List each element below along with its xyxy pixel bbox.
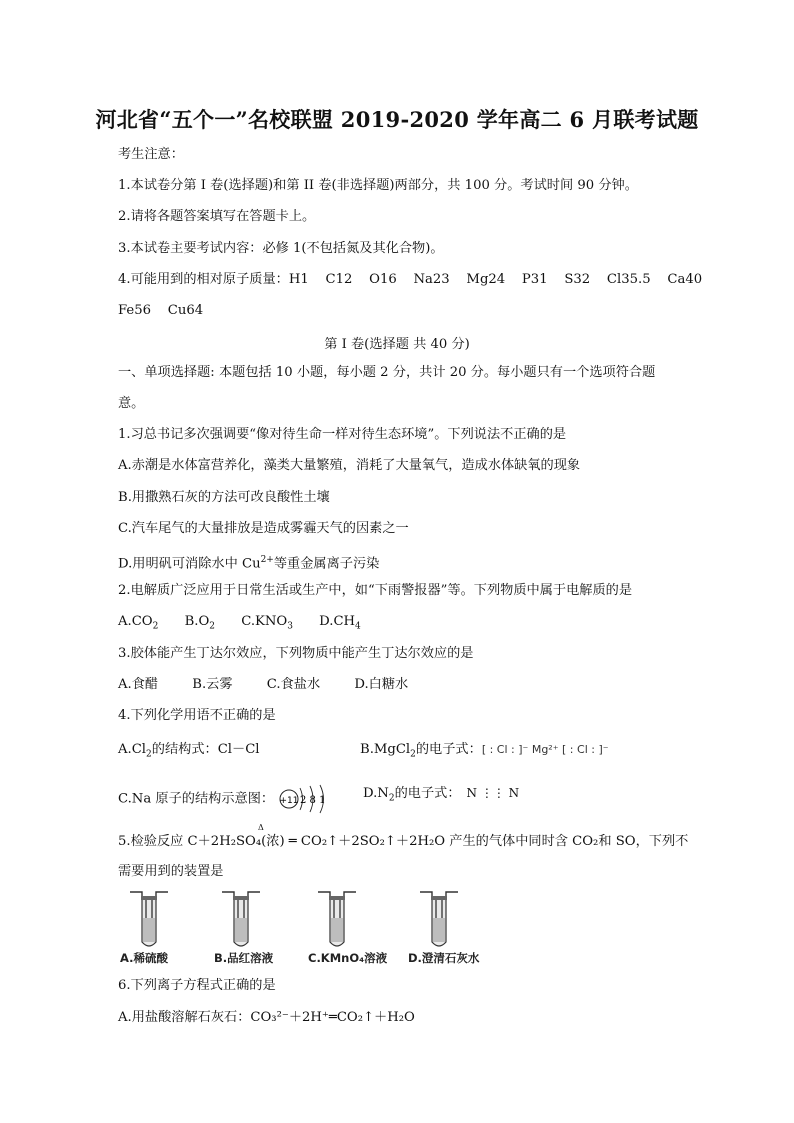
shell-electrons: 2 8 1 <box>300 795 326 806</box>
q3-option-a: A.食醋 <box>118 677 159 692</box>
q4-option-b: B.MgCl$_2$的电子式：[ : Cl : ]⁻ Mg²⁺ [ : Cl : ]⁻ <box>360 742 609 760</box>
part1-intro-cont: 意。 <box>118 396 145 411</box>
part1-intro: 一、单项选择题: 本题包括 10 小题，每小题 2 分，共计 20 分。每小题只有一个选项符合题 <box>118 365 656 380</box>
q4-option-d: $D.N_2$的电子式： N ⋮⋮ N <box>363 786 520 804</box>
notice-item-3: 3.本试卷主要考试内容：必修 1(不包括氮及其化合物)。 <box>118 241 444 256</box>
q5-stem: 5.检验反应 C＋2H₂SO₄(浓) ═ CO₂↑＋2SO₂↑＋2H₂O 产生的气体中同时含 CO₂和 SO，下列不 <box>118 834 689 849</box>
q3-option-b: B.云雾 <box>192 677 233 692</box>
q1-stem: 1.习总书记多次强调要“像对待生命一样对待生态环境”。下列说法不正确的是 <box>118 427 567 442</box>
q6-option-a: A.用盐酸溶解石灰石：CO₃²⁻＋2H⁺═CO₂↑＋H₂O <box>118 1010 415 1025</box>
q2-stem: 2.电解质广泛应用于日常生活或生产中，如“下雨警报器”等。下列物质中属于电解质的是 <box>118 583 632 598</box>
notice-heading: 考生注意： <box>118 147 184 162</box>
q3-option-c: C.食盐水 <box>266 677 321 692</box>
gas-washing-bottles <box>118 888 498 950</box>
sodium-atom-diagram <box>278 784 338 814</box>
notice-item-4: 4.可能用到的相对原子质量：H1 C12 O16 Na23 Mg24 P31 S32 Cl35.5 Ca40 <box>118 272 703 287</box>
q1-option-c: C.汽车尾气的大量排放是造成雾霾天气的因素之一 <box>118 521 409 536</box>
bottle-a-label: A.稀硫酸 <box>120 951 168 965</box>
q4-stem: 4.下列化学用语不正确的是 <box>118 708 276 723</box>
page-title: 河北省“五个一”名校联盟 2019-2020 学年高二 6 月联考试题 <box>95 107 699 132</box>
bottle-b-label: B.品红溶液 <box>214 951 274 965</box>
heat-symbol: Δ <box>258 823 264 832</box>
section-1-title: 第 I 卷(选择题 共 40 分) <box>324 337 470 352</box>
q1-option-d: D.用明矾可消除水中 $Cu^{2+}$等重金属离子污染 <box>118 555 380 572</box>
q4-option-c: C.Na 原子的结构示意图： +11 2 8 1 <box>118 784 338 814</box>
q3-options <box>118 676 438 694</box>
q1-option-a: A.赤潮是水体富营养化，藻类大量繁殖，消耗了大量氧气，造成水体缺氧的现象 <box>118 458 581 473</box>
q2-option-c: $C.KNO_3$ <box>241 614 293 632</box>
n2-electron-formula: N ⋮⋮ N <box>466 786 520 800</box>
q2-option-d: $D.CH_4$ <box>319 614 361 632</box>
notice-item-4-cont: Fe56 Cu64 <box>118 303 204 318</box>
notice-item-2: 2.请将各题答案填写在答题卡上。 <box>118 209 316 224</box>
bottle-c <box>318 892 356 946</box>
q2-options <box>118 613 383 636</box>
q3-option-d: D.白糖水 <box>354 677 409 692</box>
nucleus-label: +11 <box>279 796 299 806</box>
bottle-d <box>420 892 458 946</box>
bottle-d-label: D.澄清石灰水 <box>408 951 480 965</box>
q1-option-b: B.用撒熟石灰的方法可改良酸性土壤 <box>118 490 330 505</box>
q4-option-a: $A.Cl_2$的结构式：Cl－Cl <box>118 742 260 760</box>
notice-item-1: 1.本试卷分第 I 卷(选择题)和第 II 卷(非选择题)两部分，共 100 分。考试时间 90 分钟。 <box>118 178 638 193</box>
bottle-c-label: C.KMnO₄溶液 <box>308 951 388 965</box>
bottle-a <box>130 892 168 946</box>
q2-option-b: $B.O_2$ <box>184 614 215 632</box>
bottle-b <box>222 892 260 946</box>
q6-stem: 6.下列离子方程式正确的是 <box>118 978 276 993</box>
q2-option-a: $A.CO_2$ <box>118 614 159 632</box>
q5-stem-cont: 需要用到的装置是 <box>118 864 224 879</box>
q5-apparatus <box>118 888 498 968</box>
mgcl2-electron-formula: [ : Cl : ]⁻ Mg²⁺ [ : Cl : ]⁻ <box>481 743 609 756</box>
q3-stem: 3.胶体能产生丁达尔效应，下列物质中能产生丁达尔效应的是 <box>118 646 474 661</box>
